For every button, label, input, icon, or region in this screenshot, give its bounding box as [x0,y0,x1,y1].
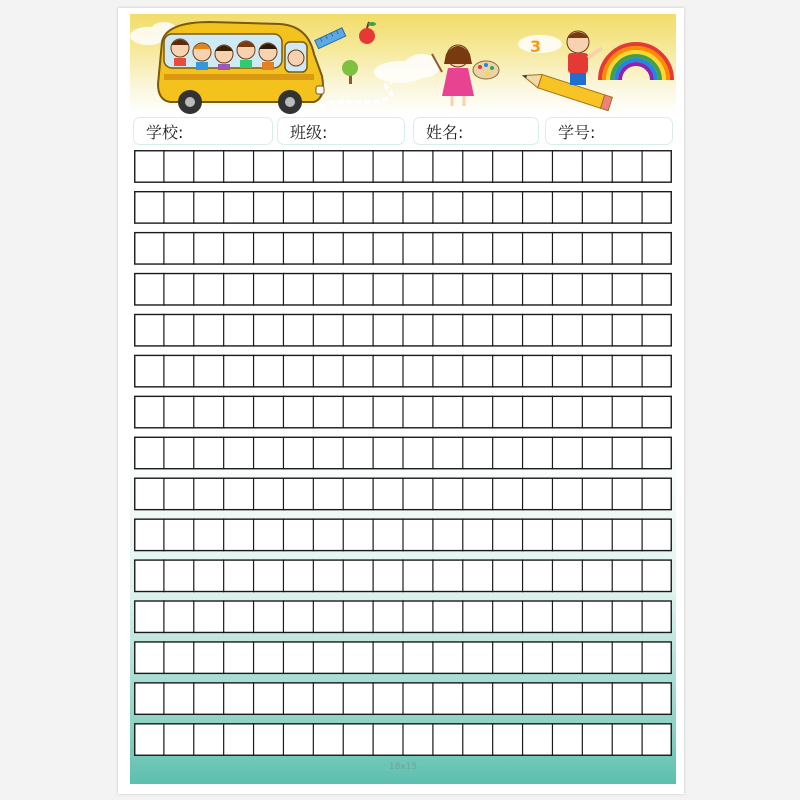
writing-grid[interactable] [134,150,672,756]
grid-row [135,396,672,429]
name-field[interactable] [414,118,538,144]
number-3-icon: 3 [530,37,542,56]
grid-row [135,273,672,306]
road-icon [320,82,392,106]
student-info-row [130,118,676,146]
class-field[interactable] [278,118,404,144]
student-number-field[interactable] [546,118,672,144]
apple-icon [359,22,376,44]
painter-girl-icon [432,45,474,106]
grid-row [135,682,672,715]
school-label: 学校: [146,122,184,142]
grid-row [135,559,672,592]
grid-size-code: 18x15 [388,762,418,772]
tree-icon [342,60,358,84]
grid-row [135,150,672,183]
rainbow-icon [600,44,672,80]
grid-row [135,723,672,756]
grid-row [135,641,672,674]
grid-row [135,314,672,347]
grid-row [135,437,672,470]
class-label: 班级: [290,122,328,142]
school-field[interactable] [134,118,272,144]
grid-row [135,355,672,388]
grid-row [135,232,672,265]
student-number-label: 学号: [558,122,596,142]
number-2-icon: 2 [612,52,625,73]
grid-row [135,191,672,224]
grid-row [135,477,672,510]
grid-row [135,600,672,633]
ruler-icon [315,28,346,49]
palette-icon [473,61,499,79]
name-label: 姓名: [426,122,464,142]
grid-row [135,518,672,551]
header-banner [130,14,676,114]
